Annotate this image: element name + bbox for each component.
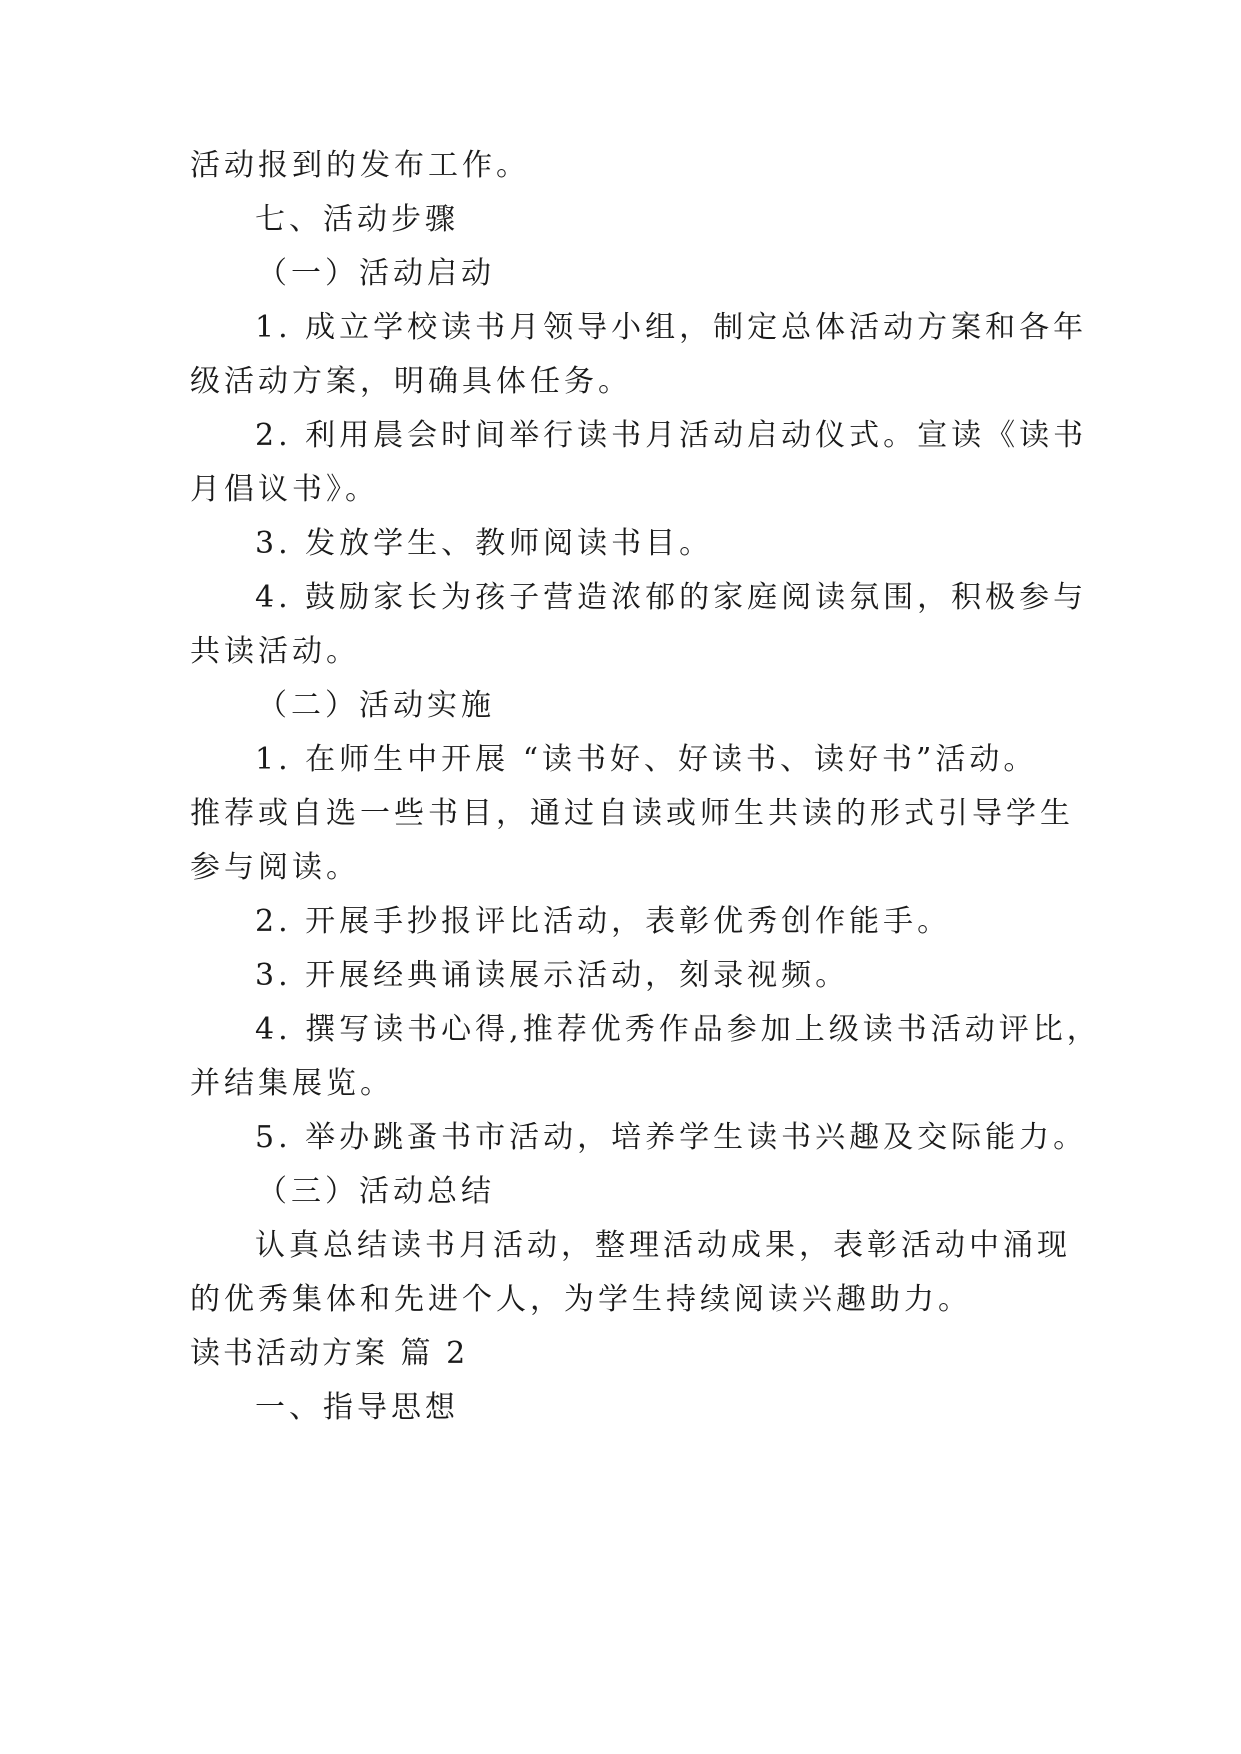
paragraph-line: 4. 鼓励家长为孩子营造浓郁的家庭阅读氛围，积极参与 bbox=[255, 580, 1088, 615]
paragraph-line: 2. 开展手抄报评比活动，表彰优秀创作能手。 bbox=[255, 904, 952, 939]
paragraph-line: 并结集展览。 bbox=[190, 1066, 394, 1101]
paragraph-line: 活动报到的发布工作。 bbox=[190, 148, 530, 183]
subsection-heading: （一）活动启动 bbox=[257, 256, 495, 291]
paragraph-line: 5. 举办跳蚤书市活动，培养学生读书兴趣及交际能力。 bbox=[255, 1120, 1088, 1155]
section-heading: 七、活动步骤 bbox=[255, 202, 459, 237]
paragraph-line: 的优秀集体和先进个人，为学生持续阅读兴趣助力。 bbox=[190, 1282, 972, 1317]
paragraph-line: 级活动方案，明确具体任务。 bbox=[190, 364, 632, 399]
paragraph-line: 月倡议书》。 bbox=[190, 472, 379, 507]
paragraph-line: 2. 利用晨会时间举行读书月活动启动仪式。宣读《读书 bbox=[255, 418, 1088, 453]
section-heading: 一、指导思想 bbox=[255, 1390, 459, 1425]
paragraph-line: 共读活动。 bbox=[190, 634, 360, 669]
paragraph-line: 1. 在师生中开展 “读书好、好读书、读好书”活动。 bbox=[255, 742, 1038, 777]
subsection-heading: （二）活动实施 bbox=[257, 688, 495, 723]
subsection-heading: （三）活动总结 bbox=[257, 1174, 495, 1209]
paragraph-line: 参与阅读。 bbox=[190, 850, 360, 885]
paragraph-line: 推荐或自选一些书目，通过自读或师生共读的形式引导学生 bbox=[190, 796, 1074, 831]
paragraph-line: 3. 发放学生、教师阅读书目。 bbox=[255, 526, 714, 561]
paragraph-line: 1. 成立学校读书月领导小组，制定总体活动方案和各年 bbox=[255, 310, 1088, 345]
paragraph-line: 认真总结读书月活动，整理活动成果，表彰活动中涌现 bbox=[255, 1228, 1071, 1263]
paragraph-line: 4. 撰写读书心得,推荐优秀作品参加上级读书活动评比， bbox=[255, 1012, 1101, 1047]
paragraph-line: 3. 开展经典诵读展示活动，刻录视频。 bbox=[255, 958, 850, 993]
document-title: 读书活动方案 篇 2 bbox=[190, 1336, 469, 1371]
